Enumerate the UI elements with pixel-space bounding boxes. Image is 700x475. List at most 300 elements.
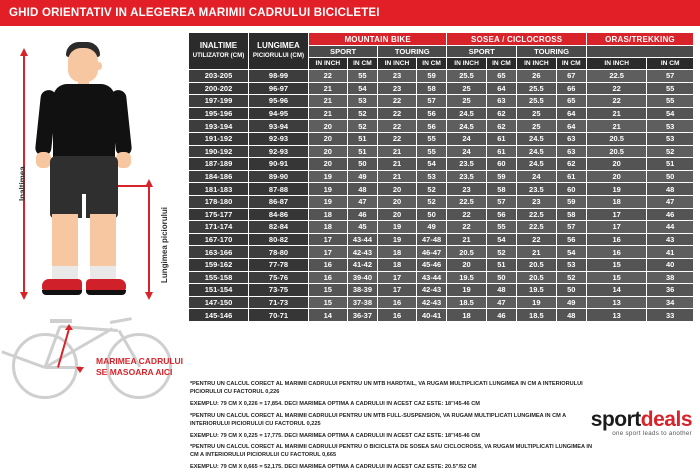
cell-rider-height: 191-192 xyxy=(189,132,249,145)
cell-frame-size: 52 xyxy=(486,246,516,259)
table-row xyxy=(189,170,694,183)
unit-header-cell: IN CM xyxy=(416,58,447,70)
height-label: Inaltimea xyxy=(18,166,27,201)
cell-frame-size: 45-46 xyxy=(416,258,447,271)
cell-frame-size: 46 xyxy=(647,208,694,221)
cell-frame-size: 22.5 xyxy=(517,208,556,221)
cell-frame-size: 47 xyxy=(486,296,516,309)
cell-rider-height: 190-192 xyxy=(189,145,249,158)
cell-frame-size: 53 xyxy=(647,120,694,133)
unit-header-cell: IN INCH xyxy=(378,58,417,70)
cell-frame-size: 22 xyxy=(586,95,646,108)
cell-frame-size: 26 xyxy=(517,70,556,83)
cell-frame-size: 16 xyxy=(378,296,417,309)
cell-rider-height: 175-177 xyxy=(189,208,249,221)
cell-frame-size: 43 xyxy=(647,233,694,246)
cell-frame-size: 62 xyxy=(486,107,516,120)
cell-frame-size: 23 xyxy=(447,183,486,196)
table-row xyxy=(189,309,694,322)
cell-frame-size: 57 xyxy=(556,221,586,234)
cell-frame-size: 16 xyxy=(586,246,646,259)
cell-frame-size: 22 xyxy=(378,132,417,145)
cell-frame-size: 17 xyxy=(309,233,348,246)
cell-frame-size: 20.5 xyxy=(517,271,556,284)
table-row xyxy=(189,284,694,297)
subgroup-header-mtb-sport: SPORT xyxy=(309,46,378,58)
cell-frame-size: 19 xyxy=(586,183,646,196)
cell-frame-size: 49 xyxy=(556,296,586,309)
table-row xyxy=(189,95,694,108)
leg-length-label: Lungimea piciorului xyxy=(160,206,169,283)
table-row xyxy=(189,208,694,221)
rider-left-leg-shape xyxy=(52,214,78,272)
cell-frame-size: 50 xyxy=(486,271,516,284)
header-rider-height-sub: UTILIZATOR (CM) xyxy=(192,52,245,59)
cell-frame-size: 19 xyxy=(517,296,556,309)
cell-frame-size: 56 xyxy=(486,208,516,221)
cell-frame-size: 37-38 xyxy=(347,296,378,309)
logo-word-sport: sport xyxy=(590,408,641,431)
cell-frame-size: 50 xyxy=(416,208,447,221)
cell-frame-size: 38-39 xyxy=(347,284,378,297)
cell-leg-length: 77-78 xyxy=(249,258,309,271)
cell-frame-size: 61 xyxy=(486,145,516,158)
cell-frame-size: 51 xyxy=(647,158,694,171)
cell-frame-size: 60 xyxy=(486,158,516,171)
cell-frame-size: 22 xyxy=(447,208,486,221)
cell-frame-size: 25 xyxy=(517,107,556,120)
cell-frame-size: 22 xyxy=(447,221,486,234)
height-measure-arrow-top xyxy=(20,48,28,56)
cell-frame-size: 23.5 xyxy=(447,170,486,183)
cell-rider-height: 197-199 xyxy=(189,95,249,108)
cell-frame-size: 15 xyxy=(309,296,348,309)
footnote-line: EXEMPLU: 79 CM X 0,665 = 52,175. DECI MARIMEA OPTIMA A CADRULUI IN ACEST CAZ ESTE: 20.5"/52 CM xyxy=(190,464,477,471)
unit-header-cell: IN CM xyxy=(486,58,516,70)
table-row xyxy=(189,158,694,171)
cell-leg-length: 78-80 xyxy=(249,246,309,259)
cell-frame-size: 22 xyxy=(586,82,646,95)
cell-rider-height: 155-158 xyxy=(189,271,249,284)
cell-frame-size: 23.5 xyxy=(447,158,486,171)
cell-rider-height: 171-174 xyxy=(189,221,249,234)
cell-frame-size: 55 xyxy=(416,145,447,158)
unit-header-cell: IN CM xyxy=(347,58,378,70)
cell-rider-height: 193-194 xyxy=(189,120,249,133)
size-guide-table xyxy=(188,32,694,322)
cell-frame-size: 64 xyxy=(486,82,516,95)
header-leg-length xyxy=(249,33,309,70)
table-group-header-row xyxy=(189,33,694,46)
cell-frame-size: 62 xyxy=(486,120,516,133)
cell-frame-size: 47-48 xyxy=(416,233,447,246)
group-header-road: SOSEA / CICLOCROSS xyxy=(447,33,587,46)
cell-frame-size: 21 xyxy=(378,158,417,171)
cell-frame-size: 63 xyxy=(556,132,586,145)
subgroup-header-road-touring: TOURING xyxy=(517,46,587,58)
cell-frame-size: 20 xyxy=(378,208,417,221)
cell-frame-size: 24 xyxy=(447,132,486,145)
cell-frame-size: 20.5 xyxy=(586,145,646,158)
table-row xyxy=(189,258,694,271)
cell-frame-size: 49 xyxy=(416,221,447,234)
frame-measure-arrow-bottom xyxy=(76,367,84,373)
cell-rider-height: 187-189 xyxy=(189,158,249,171)
cell-frame-size: 25.5 xyxy=(517,95,556,108)
cell-frame-size: 65 xyxy=(556,95,586,108)
cell-frame-size: 21 xyxy=(517,246,556,259)
cell-frame-size: 21 xyxy=(378,145,417,158)
cell-frame-size: 58 xyxy=(486,183,516,196)
size-guide-table-wrapper xyxy=(188,32,694,322)
cell-frame-size: 18 xyxy=(309,221,348,234)
cell-frame-size: 24.5 xyxy=(517,145,556,158)
cell-frame-size: 20 xyxy=(447,258,486,271)
cell-frame-size: 42-43 xyxy=(347,246,378,259)
cell-frame-size: 18 xyxy=(378,258,417,271)
cell-frame-size: 53 xyxy=(416,170,447,183)
cell-frame-size: 22.5 xyxy=(517,221,556,234)
leg-measure-line xyxy=(148,186,150,294)
logo-wordmark xyxy=(552,408,692,432)
cell-frame-size: 23.5 xyxy=(517,183,556,196)
cell-frame-size: 54 xyxy=(556,246,586,259)
table-row xyxy=(189,271,694,284)
cell-frame-size: 20 xyxy=(309,158,348,171)
cell-frame-size: 57 xyxy=(416,95,447,108)
cell-frame-size: 18.5 xyxy=(447,296,486,309)
cell-frame-size: 58 xyxy=(416,82,447,95)
cell-frame-size: 24 xyxy=(517,170,556,183)
cell-leg-length: 98-99 xyxy=(249,70,309,83)
header-rider-height xyxy=(189,33,249,70)
cell-frame-size: 54 xyxy=(647,107,694,120)
cell-frame-size: 24.5 xyxy=(447,107,486,120)
cell-rider-height: 195-196 xyxy=(189,107,249,120)
cell-frame-size: 25 xyxy=(447,95,486,108)
subgroup-header-city-blank xyxy=(586,46,693,58)
cell-frame-size: 52 xyxy=(416,195,447,208)
cell-frame-size: 46 xyxy=(486,309,516,322)
cell-rider-height: 178-180 xyxy=(189,195,249,208)
cell-frame-size: 15 xyxy=(309,284,348,297)
cell-frame-size: 36 xyxy=(647,284,694,297)
cell-frame-size: 22 xyxy=(378,120,417,133)
cell-frame-size: 19 xyxy=(447,284,486,297)
bicycle-silhouette xyxy=(6,291,184,416)
cell-frame-size: 14 xyxy=(309,309,348,322)
cell-frame-size: 21 xyxy=(378,170,417,183)
cell-frame-size: 36-37 xyxy=(347,309,378,322)
table-row xyxy=(189,107,694,120)
frame-measure-note-line2: SE MASOARA AICI xyxy=(96,367,173,377)
cell-frame-size: 56 xyxy=(416,107,447,120)
cell-rider-height: 163-166 xyxy=(189,246,249,259)
cell-leg-length: 80-82 xyxy=(249,233,309,246)
cell-frame-size: 25.5 xyxy=(517,82,556,95)
cell-frame-size: 24.5 xyxy=(447,120,486,133)
cell-frame-size: 40-41 xyxy=(416,309,447,322)
cell-frame-size: 18.5 xyxy=(517,309,556,322)
cell-frame-size: 42-43 xyxy=(416,296,447,309)
group-header-city: ORAS/TREKKING xyxy=(586,33,693,46)
cell-rider-height: 167-170 xyxy=(189,233,249,246)
cell-leg-length: 92-93 xyxy=(249,132,309,145)
cell-frame-size: 53 xyxy=(647,132,694,145)
cell-frame-size: 54 xyxy=(486,233,516,246)
cell-frame-size: 43-44 xyxy=(347,233,378,246)
footnote-line: *PENTRU UN CALCUL CORECT AL MARIMII CADRULUI PENTRU UN MTB HARDTAIL, VA RUGAM MULTIPLICATI LUNGIMEA IN CM A INTERIORULUI PICIORULUI CU FACTORUL 0,226 xyxy=(190,381,583,396)
cell-frame-size: 57 xyxy=(486,195,516,208)
cell-frame-size: 55 xyxy=(647,95,694,108)
rider-ear-shape xyxy=(96,62,102,70)
page-title: GHID ORIENTATIV IN ALEGEREA MARIMII CADRULUI BICICLETEI xyxy=(9,7,380,19)
cell-rider-height: 184-186 xyxy=(189,170,249,183)
table-row xyxy=(189,183,694,196)
cell-leg-length: 73-75 xyxy=(249,284,309,297)
illustration-panel xyxy=(0,26,188,467)
header-leg-length-sub: PICIORULUI (CM) xyxy=(252,52,305,59)
cell-frame-size: 61 xyxy=(486,132,516,145)
cell-leg-length: 84-86 xyxy=(249,208,309,221)
cell-leg-length: 96-97 xyxy=(249,82,309,95)
cell-frame-size: 65 xyxy=(486,70,516,83)
cell-frame-size: 58 xyxy=(556,208,586,221)
cell-frame-size: 22.5 xyxy=(586,70,646,83)
cell-frame-size: 61 xyxy=(556,170,586,183)
cell-frame-size: 22 xyxy=(309,70,348,83)
cell-frame-size: 20.5 xyxy=(447,246,486,259)
table-row xyxy=(189,82,694,95)
cell-frame-size: 52 xyxy=(416,183,447,196)
subgroup-header-road-sport: SPORT xyxy=(447,46,517,58)
unit-header-cell: IN CM xyxy=(647,58,694,70)
table-body xyxy=(189,70,694,322)
cell-frame-size: 23 xyxy=(378,82,417,95)
cell-rider-height: 203-205 xyxy=(189,70,249,83)
rider-head-shape xyxy=(68,48,98,82)
cell-frame-size: 56 xyxy=(556,233,586,246)
cell-frame-size: 66 xyxy=(556,82,586,95)
cell-frame-size: 64 xyxy=(556,120,586,133)
brand-logo xyxy=(552,408,692,437)
cell-frame-size: 15 xyxy=(586,258,646,271)
cell-frame-size: 17 xyxy=(586,208,646,221)
footnote-line: *PENTRU UN CALCUL CORECT AL MARIMII CADRULUI PENTRU O BICICLETA DE SOSEA SAU CICLOCROSS, VA RUGAM MULTIPLICATI LUNGIMEA IN CM A INTERIORULUI PICIORULUI CU FACTORUL 0,665 xyxy=(190,444,593,459)
height-measure-arrow-bottom xyxy=(20,292,28,300)
logo-tagline: one sport leads to another xyxy=(612,430,692,437)
cell-frame-size: 45 xyxy=(347,221,378,234)
cell-frame-size: 16 xyxy=(309,271,348,284)
cell-frame-size: 19 xyxy=(309,183,348,196)
unit-header-cell: IN INCH xyxy=(517,58,556,70)
cell-rider-height: 181-183 xyxy=(189,183,249,196)
cell-frame-size: 21 xyxy=(586,120,646,133)
cell-frame-size: 20 xyxy=(378,183,417,196)
cell-frame-size: 64 xyxy=(556,107,586,120)
cell-frame-size: 62 xyxy=(556,158,586,171)
cell-frame-size: 13 xyxy=(586,309,646,322)
cell-frame-size: 18 xyxy=(309,208,348,221)
cell-frame-size: 16 xyxy=(378,309,417,322)
cell-frame-size: 22 xyxy=(517,233,556,246)
cell-frame-size: 48 xyxy=(556,309,586,322)
cell-frame-size: 17 xyxy=(378,271,417,284)
cell-frame-size: 19 xyxy=(378,233,417,246)
cell-frame-size: 19.5 xyxy=(447,271,486,284)
cell-frame-size: 16 xyxy=(586,233,646,246)
cell-frame-size: 19 xyxy=(378,221,417,234)
cell-frame-size: 17 xyxy=(309,246,348,259)
cell-frame-size: 38 xyxy=(647,271,694,284)
table-row xyxy=(189,296,694,309)
cell-frame-size: 23 xyxy=(517,195,556,208)
cell-frame-size: 52 xyxy=(347,107,378,120)
page-title-bar xyxy=(0,0,700,26)
footnotes xyxy=(190,380,595,475)
footnote-line: *PENTRU UN CALCUL CORECT AL MARIMII CADRULUI PENTRU UN MTB FULL-SUSPENSION, VA RUGAM MULTIPLICATI LUNGIMEA IN CM A INTERIORULUI PICIORULUI CU FACTORUL 0,225 xyxy=(190,412,567,427)
cell-frame-size: 21 xyxy=(586,107,646,120)
cell-rider-height: 151-154 xyxy=(189,284,249,297)
cell-frame-size: 49 xyxy=(347,170,378,183)
cell-frame-size: 19 xyxy=(309,170,348,183)
cell-frame-size: 52 xyxy=(347,120,378,133)
cell-frame-size: 46-47 xyxy=(416,246,447,259)
cell-frame-size: 13 xyxy=(586,296,646,309)
cell-frame-size: 59 xyxy=(486,170,516,183)
cell-leg-length: 82-84 xyxy=(249,221,309,234)
cell-frame-size: 41 xyxy=(647,246,694,259)
rider-torso-shape xyxy=(53,84,115,162)
cell-frame-size: 20 xyxy=(309,132,348,145)
cell-frame-size: 43-44 xyxy=(416,271,447,284)
cell-rider-height: 147-150 xyxy=(189,296,249,309)
cell-frame-size: 48 xyxy=(647,183,694,196)
cell-frame-size: 55 xyxy=(486,221,516,234)
cell-leg-length: 87-88 xyxy=(249,183,309,196)
cell-frame-size: 55 xyxy=(347,70,378,83)
table-row xyxy=(189,246,694,259)
cell-frame-size: 56 xyxy=(416,120,447,133)
cell-frame-size: 41-42 xyxy=(347,258,378,271)
cell-frame-size: 21 xyxy=(447,233,486,246)
cell-frame-size: 40 xyxy=(647,258,694,271)
cell-frame-size: 20.5 xyxy=(586,132,646,145)
rider-left-hand-shape xyxy=(36,152,51,168)
cell-frame-size: 51 xyxy=(486,258,516,271)
cell-frame-size: 20 xyxy=(378,195,417,208)
table-row xyxy=(189,120,694,133)
cell-frame-size: 51 xyxy=(347,145,378,158)
table-row xyxy=(189,195,694,208)
cell-frame-size: 67 xyxy=(556,70,586,83)
cell-frame-size: 48 xyxy=(347,183,378,196)
header-rider-height-main: INALTIME xyxy=(199,41,238,50)
cell-frame-size: 25 xyxy=(517,120,556,133)
cell-rider-height: 145-146 xyxy=(189,309,249,322)
cell-frame-size: 50 xyxy=(556,284,586,297)
cell-frame-size: 34 xyxy=(647,296,694,309)
cell-frame-size: 17 xyxy=(378,284,417,297)
cell-frame-size: 22 xyxy=(378,107,417,120)
cell-frame-size: 21 xyxy=(309,107,348,120)
bike-saddle-shape xyxy=(50,319,72,323)
cell-frame-size: 53 xyxy=(347,95,378,108)
cell-leg-length: 95-96 xyxy=(249,95,309,108)
cell-frame-size: 17 xyxy=(586,221,646,234)
cell-frame-size: 20 xyxy=(586,158,646,171)
cell-frame-size: 15 xyxy=(586,271,646,284)
cell-frame-size: 60 xyxy=(556,183,586,196)
cell-frame-size: 52 xyxy=(647,145,694,158)
table-head xyxy=(189,33,694,70)
cell-frame-size: 59 xyxy=(556,195,586,208)
cell-leg-length: 93-94 xyxy=(249,120,309,133)
cell-frame-size: 19 xyxy=(309,195,348,208)
header-leg-length-main: LUNGIMEA xyxy=(257,41,300,50)
cell-frame-size: 54 xyxy=(347,82,378,95)
cell-frame-size: 21 xyxy=(309,82,348,95)
subgroup-header-mtb-touring: TOURING xyxy=(378,46,447,58)
cell-frame-size: 23 xyxy=(378,70,417,83)
footnote-line: EXEMPLU: 79 CM X 0,225 = 17,775. DECI MARIMEA OPTIMA A CADRULUI IN ACEST CAZ ESTE: 18"/45-46 CM xyxy=(190,432,480,439)
cell-frame-size: 22 xyxy=(378,95,417,108)
rider-shorts-split-shape xyxy=(82,194,86,220)
cell-frame-size: 24.5 xyxy=(517,158,556,171)
cell-leg-length: 89-90 xyxy=(249,170,309,183)
cell-leg-length: 70-71 xyxy=(249,309,309,322)
cell-frame-size: 47 xyxy=(647,195,694,208)
table-row xyxy=(189,70,694,83)
table-row xyxy=(189,132,694,145)
cell-frame-size: 52 xyxy=(556,271,586,284)
leg-measure-tick xyxy=(118,185,150,187)
cell-frame-size: 46 xyxy=(347,208,378,221)
cell-frame-size: 24.5 xyxy=(517,132,556,145)
group-header-mtb: MOUNTAIN BIKE xyxy=(309,33,447,46)
bike-handlebar-shape xyxy=(110,317,132,324)
cell-frame-size: 25 xyxy=(447,82,486,95)
cell-leg-length: 92-93 xyxy=(249,145,309,158)
cell-leg-length: 86-87 xyxy=(249,195,309,208)
table-row xyxy=(189,233,694,246)
cell-frame-size: 50 xyxy=(347,158,378,171)
logo-word-deals: deals xyxy=(640,408,692,431)
cell-frame-size: 63 xyxy=(556,145,586,158)
cell-frame-size: 20 xyxy=(309,145,348,158)
unit-header-cell: IN CM xyxy=(556,58,586,70)
cell-leg-length: 90-91 xyxy=(249,158,309,171)
cell-leg-length: 71-73 xyxy=(249,296,309,309)
unit-header-cell: IN INCH xyxy=(309,58,348,70)
cell-frame-size: 20.5 xyxy=(517,258,556,271)
cell-frame-size: 18 xyxy=(378,246,417,259)
cell-frame-size: 59 xyxy=(416,70,447,83)
cell-rider-height: 200-202 xyxy=(189,82,249,95)
cell-frame-size: 21 xyxy=(309,95,348,108)
frame-measure-note xyxy=(96,356,183,378)
cell-frame-size: 19.5 xyxy=(517,284,556,297)
cell-frame-size: 16 xyxy=(309,258,348,271)
cell-frame-size: 54 xyxy=(416,158,447,171)
cell-leg-length: 94-95 xyxy=(249,107,309,120)
cell-frame-size: 57 xyxy=(647,70,694,83)
cell-frame-size: 44 xyxy=(647,221,694,234)
cell-frame-size: 25.5 xyxy=(447,70,486,83)
cell-frame-size: 20 xyxy=(309,120,348,133)
frame-measure-arrow-top xyxy=(65,324,73,330)
cell-frame-size: 55 xyxy=(416,132,447,145)
